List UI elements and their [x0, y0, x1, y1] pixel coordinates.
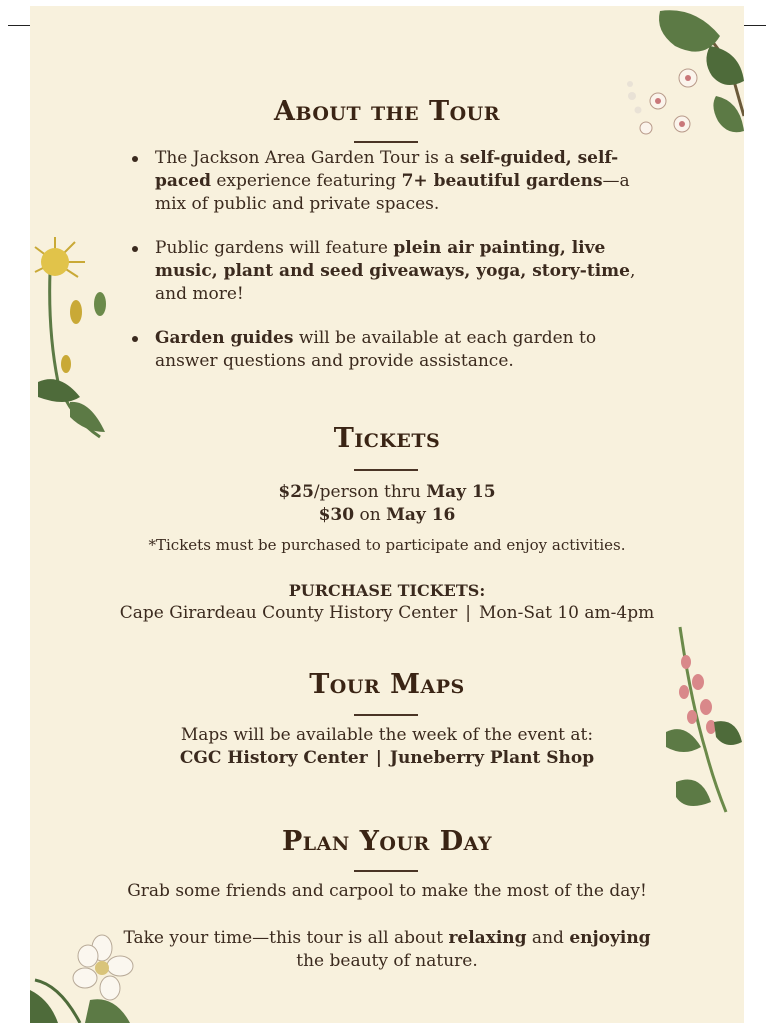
plan-line-2 — [30, 927, 744, 950]
about-title: About the Tour — [274, 96, 500, 127]
maps-title: Tour Maps — [309, 669, 465, 700]
ticket-price-late — [30, 504, 744, 527]
price-early-text: /person thru — [313, 482, 427, 502]
price-early-date: May 15 — [426, 482, 496, 502]
about-bullet-2 — [126, 237, 646, 306]
ticket-note: *Tickets must be purchased to participate and enjoy activities. — [148, 536, 626, 554]
pink-wildflower-icon — [656, 622, 744, 818]
maps-locations — [30, 747, 744, 770]
plan-title-rule — [354, 870, 418, 872]
tickets-title-rule — [354, 469, 418, 471]
maps-separator: | — [375, 748, 382, 768]
price-late-date: May 16 — [386, 505, 456, 525]
about-bullet-list — [126, 147, 646, 394]
price-late-amount: $30 — [318, 505, 355, 525]
bold-segment: 7+ beautiful gardens — [401, 171, 603, 191]
purchase-location: Cape Girardeau County History Center — [119, 603, 458, 623]
plan-enjoying: enjoying — [569, 928, 651, 948]
about-bullet-1 — [126, 147, 646, 216]
crop-mark-top-left — [8, 25, 30, 26]
dandelion-flower-icon — [30, 232, 115, 442]
price-early-amount: $25 — [278, 482, 314, 502]
plan-line-2c: and — [526, 928, 570, 948]
text-segment: , and more! — [155, 261, 636, 304]
plan-relaxing: relaxing — [448, 928, 527, 948]
bold-segment: Garden guides — [155, 328, 294, 348]
about-title-rule — [354, 141, 418, 143]
text-segment: experience featuring — [210, 171, 402, 191]
maps-location-1: CGC History Center — [179, 748, 368, 768]
bold-segment: plein air painting, live music, plant and seed giveaways, yoga, story-time — [155, 238, 630, 281]
ticket-price-early — [30, 481, 744, 504]
crop-mark-top-right — [744, 25, 766, 26]
price-late-text: on — [354, 505, 387, 525]
maps-text: Maps will be available the week of the event at: — [180, 725, 594, 745]
purchase-heading: PURCHASE TICKETS: — [288, 581, 486, 600]
purchase-hours: Mon-Sat 10 am-4pm — [479, 603, 655, 623]
tickets-title: Tickets — [333, 423, 441, 454]
bold-segment: self-guided, self-paced — [155, 148, 619, 191]
about-bullet-3 — [126, 327, 646, 373]
purchase-separator: | — [465, 603, 472, 623]
maps-title-rule — [354, 714, 418, 716]
maps-location-2: Juneberry Plant Shop — [389, 748, 595, 768]
plan-line-3: the beauty of nature. — [296, 951, 478, 971]
plan-line-1: Grab some friends and carpool to make the most of the day! — [127, 881, 647, 901]
text-segment: The Jackson Area Garden Tour is a — [155, 148, 460, 168]
plan-title: Plan Your Day — [281, 826, 493, 857]
text-segment: —a mix of public and private spaces. — [155, 171, 630, 214]
text-segment: Public gardens will feature — [155, 238, 394, 258]
purchase-details — [30, 602, 744, 625]
text-segment: will be available at each garden to answer questions and provide assistance. — [155, 328, 597, 371]
plan-line-2a: Take your time—this tour is all about — [123, 928, 449, 948]
